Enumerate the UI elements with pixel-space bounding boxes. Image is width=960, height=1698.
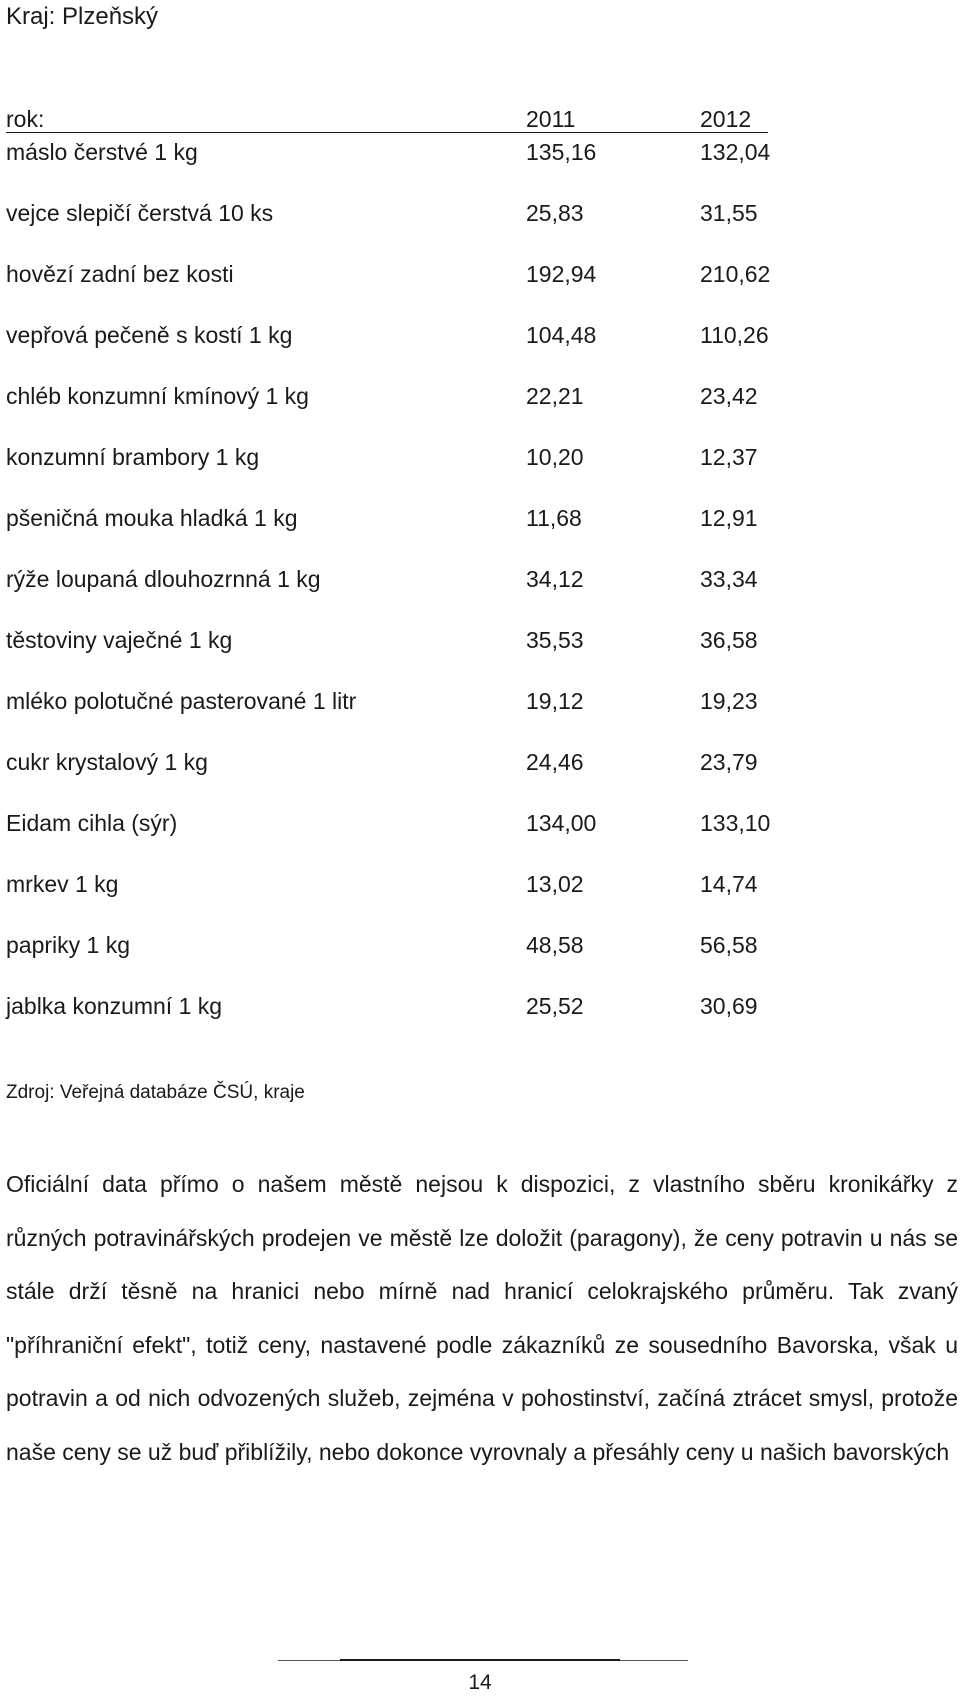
table-row (6, 808, 771, 869)
price-2012: 23,79 (700, 749, 758, 775)
price-2011: 11,68 (526, 505, 582, 531)
price-2011: 19,12 (526, 688, 584, 714)
table-row (6, 198, 768, 259)
price-2012: 30,69 (700, 993, 758, 1019)
item-label: cukr krystalový 1 kg (6, 749, 208, 775)
item-label: rýže loupaná dlouhozrnná 1 kg (6, 566, 321, 592)
price-2011: 10,20 (526, 444, 584, 470)
table-row (6, 503, 768, 564)
price-2012: 56,58 (700, 932, 758, 958)
header-year-2012: 2012 (700, 106, 752, 132)
price-2012: 12,37 (700, 444, 758, 470)
item-label: mléko polotučné pasterované 1 litr (6, 688, 357, 714)
page-number: 14 (468, 1671, 492, 1694)
price-2012: 19,23 (700, 688, 758, 714)
price-2011: 134,00 (526, 810, 597, 836)
footer-divider-accent (340, 1659, 620, 1661)
price-2011: 135,16 (526, 139, 597, 165)
item-label: papriky 1 kg (6, 932, 131, 958)
table-row (6, 137, 771, 198)
table-row (6, 869, 768, 930)
price-2012: 110,26 (700, 322, 769, 348)
item-label: Eidam cihla (sýr) (6, 810, 178, 836)
header-underline (6, 132, 768, 133)
price-2011: 104,48 (526, 322, 597, 348)
price-2011: 22,21 (526, 383, 584, 409)
item-label: pšeničná mouka hladká 1 kg (6, 505, 298, 531)
source-note: Zdroj: Veřejná databáze ČSÚ, kraje (6, 1082, 305, 1103)
table-row (6, 747, 768, 808)
table-row (6, 991, 768, 1052)
body-paragraph: Oficiální data přímo o našem městě nejsou k dispozici, z vlastního sběru kronikářky z různých potravinářských prodejen ve městě lze doložit (paragony), že ceny potravin u nás se stále drží těsně na hranici nebo mírně nad hranicí celokrajského průměru. Tak zvaný "příhraniční efekt", totiž ceny, nastavené podle zákazníků ze sousedního Bavorska, však u potravin a od nich odvozených služeb, zejména v pohostinství, začíná ztrácet smysl, protože naše ceny se už buď přiblížily, nebo dokonce vyrovnaly a přesáhly ceny u našich bavorských (6, 1171, 958, 1465)
price-2011: 35,53 (526, 627, 584, 653)
item-label: těstoviny vaječné 1 kg (6, 627, 233, 653)
price-2011: 192,94 (526, 261, 597, 287)
table-row (6, 442, 768, 503)
price-2012: 31,55 (700, 200, 758, 226)
table-row (6, 625, 768, 686)
price-2012: 12,91 (700, 505, 758, 531)
table-row (6, 930, 768, 991)
item-label: vepřová pečeně s kostí 1 kg (6, 322, 293, 348)
header-label: rok: (6, 106, 45, 132)
price-2012: 36,58 (700, 627, 758, 653)
price-2012: 23,42 (700, 383, 758, 409)
price-table (6, 104, 771, 1052)
item-label: vejce slepičí čerstvá 10 ks (6, 200, 274, 226)
item-label: hovězí zadní bez kosti (6, 261, 234, 287)
price-2011: 34,12 (526, 566, 584, 592)
price-2012: 14,74 (700, 871, 758, 897)
item-label: máslo čerstvé 1 kg (6, 139, 198, 165)
price-2011: 48,58 (526, 932, 584, 958)
item-label: konzumní brambory 1 kg (6, 444, 260, 470)
price-2012: 133,10 (700, 810, 771, 836)
table-row (6, 686, 768, 747)
table-row (6, 259, 771, 320)
item-label: mrkev 1 kg (6, 871, 119, 897)
table-row (6, 564, 768, 625)
price-2011: 25,52 (526, 993, 584, 1019)
region-heading: Kraj: Plzeňský (6, 3, 159, 30)
table-row (6, 320, 768, 381)
price-2012: 210,62 (700, 261, 771, 287)
price-2011: 24,46 (526, 749, 584, 775)
item-label: jablka konzumní 1 kg (6, 993, 223, 1019)
header-year-2011: 2011 (526, 106, 576, 132)
price-2011: 25,83 (526, 200, 584, 226)
price-2012: 33,34 (700, 566, 758, 592)
price-2011: 13,02 (526, 871, 584, 897)
item-label: chléb konzumní kmínový 1 kg (6, 383, 309, 409)
price-2012: 132,04 (700, 139, 771, 165)
table-row (6, 381, 768, 442)
